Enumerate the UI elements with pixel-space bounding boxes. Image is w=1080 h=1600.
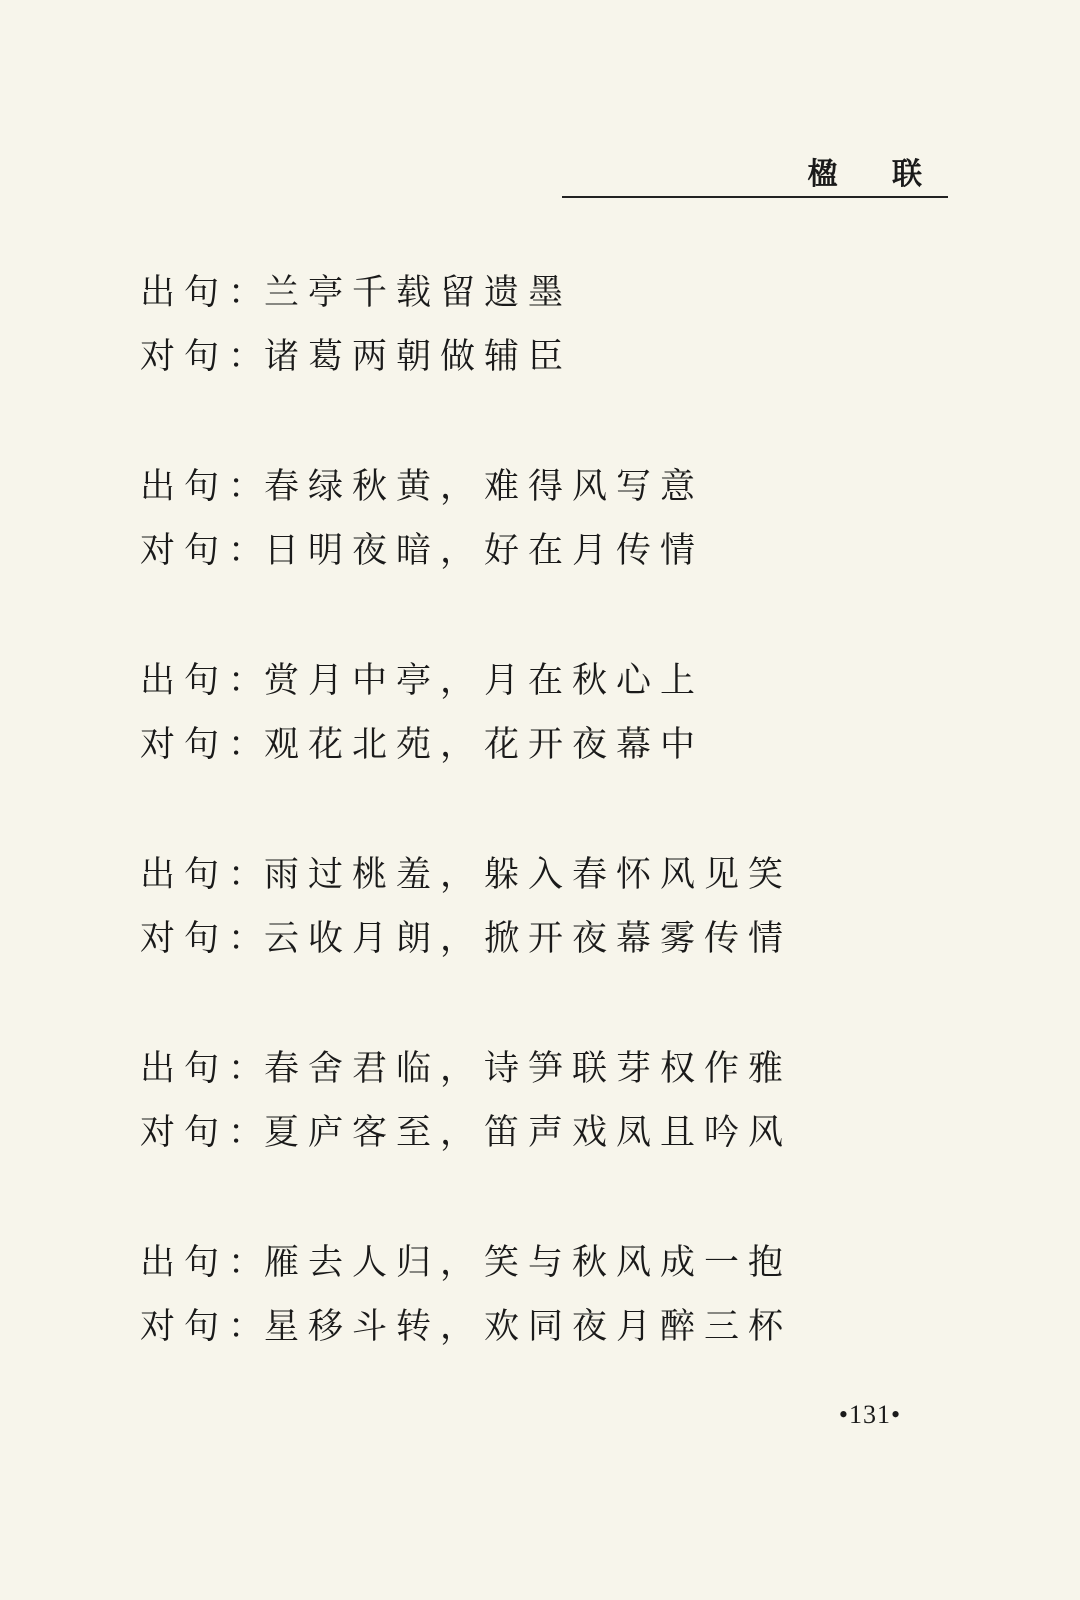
first-line-label: 出句： [140,855,273,895]
couplet [140,646,960,840]
second-line-text: 云收月朗，掀开夜幕雾传情 [264,919,793,959]
couplet [140,1228,960,1422]
second-line-label: 对句： [140,531,273,571]
couplet [140,1034,960,1228]
first-line-text: 雁去人归，笑与秋风成一抱 [264,1243,793,1283]
running-header [562,158,948,196]
couplet [140,452,960,646]
header-rule [562,196,948,198]
first-line-text: 春绿秋黄，难得风写意 [264,467,705,507]
second-line [140,322,960,386]
first-line-label: 出句： [140,661,273,701]
second-line [140,1098,960,1162]
second-line [140,1292,960,1356]
first-line [140,1034,960,1098]
second-line-label: 对句： [140,919,273,959]
first-line-label: 出句： [140,1243,273,1283]
first-line-label: 出句： [140,467,273,507]
second-line-label: 对句： [140,1113,273,1153]
second-line-label: 对句： [140,337,273,377]
first-line-text: 赏月中亭，月在秋心上 [264,661,705,701]
second-line-text: 诸葛两朝做辅臣 [264,337,573,377]
second-line [140,710,960,774]
first-line [140,258,960,322]
first-line-text: 兰亭千载留遗墨 [264,273,573,313]
first-line [140,646,960,710]
first-line-label: 出句： [140,1049,273,1089]
couplet-list [140,258,960,1422]
section-title: 楹 联 [807,157,944,192]
first-line [140,840,960,904]
page-number: •131• [838,1400,902,1429]
first-line [140,452,960,516]
second-line-text: 观花北苑，花开夜幕中 [264,725,705,765]
first-line-text: 雨过桃羞，躲入春怀风见笑 [264,855,793,895]
second-line-label: 对句： [140,1307,273,1347]
second-line-text: 星移斗转，欢同夜月醉三杯 [264,1307,793,1347]
second-line-text: 夏庐客至，笛声戏凤且吟风 [264,1113,793,1153]
first-line-label: 出句： [140,273,273,313]
first-line-text: 春舍君临，诗笋联芽权作雅 [264,1049,793,1089]
second-line [140,904,960,968]
second-line-text: 日明夜暗，好在月传情 [264,531,705,571]
second-line [140,516,960,580]
couplet [140,258,960,452]
second-line-label: 对句： [140,725,273,765]
first-line [140,1228,960,1292]
couplet [140,840,960,1034]
